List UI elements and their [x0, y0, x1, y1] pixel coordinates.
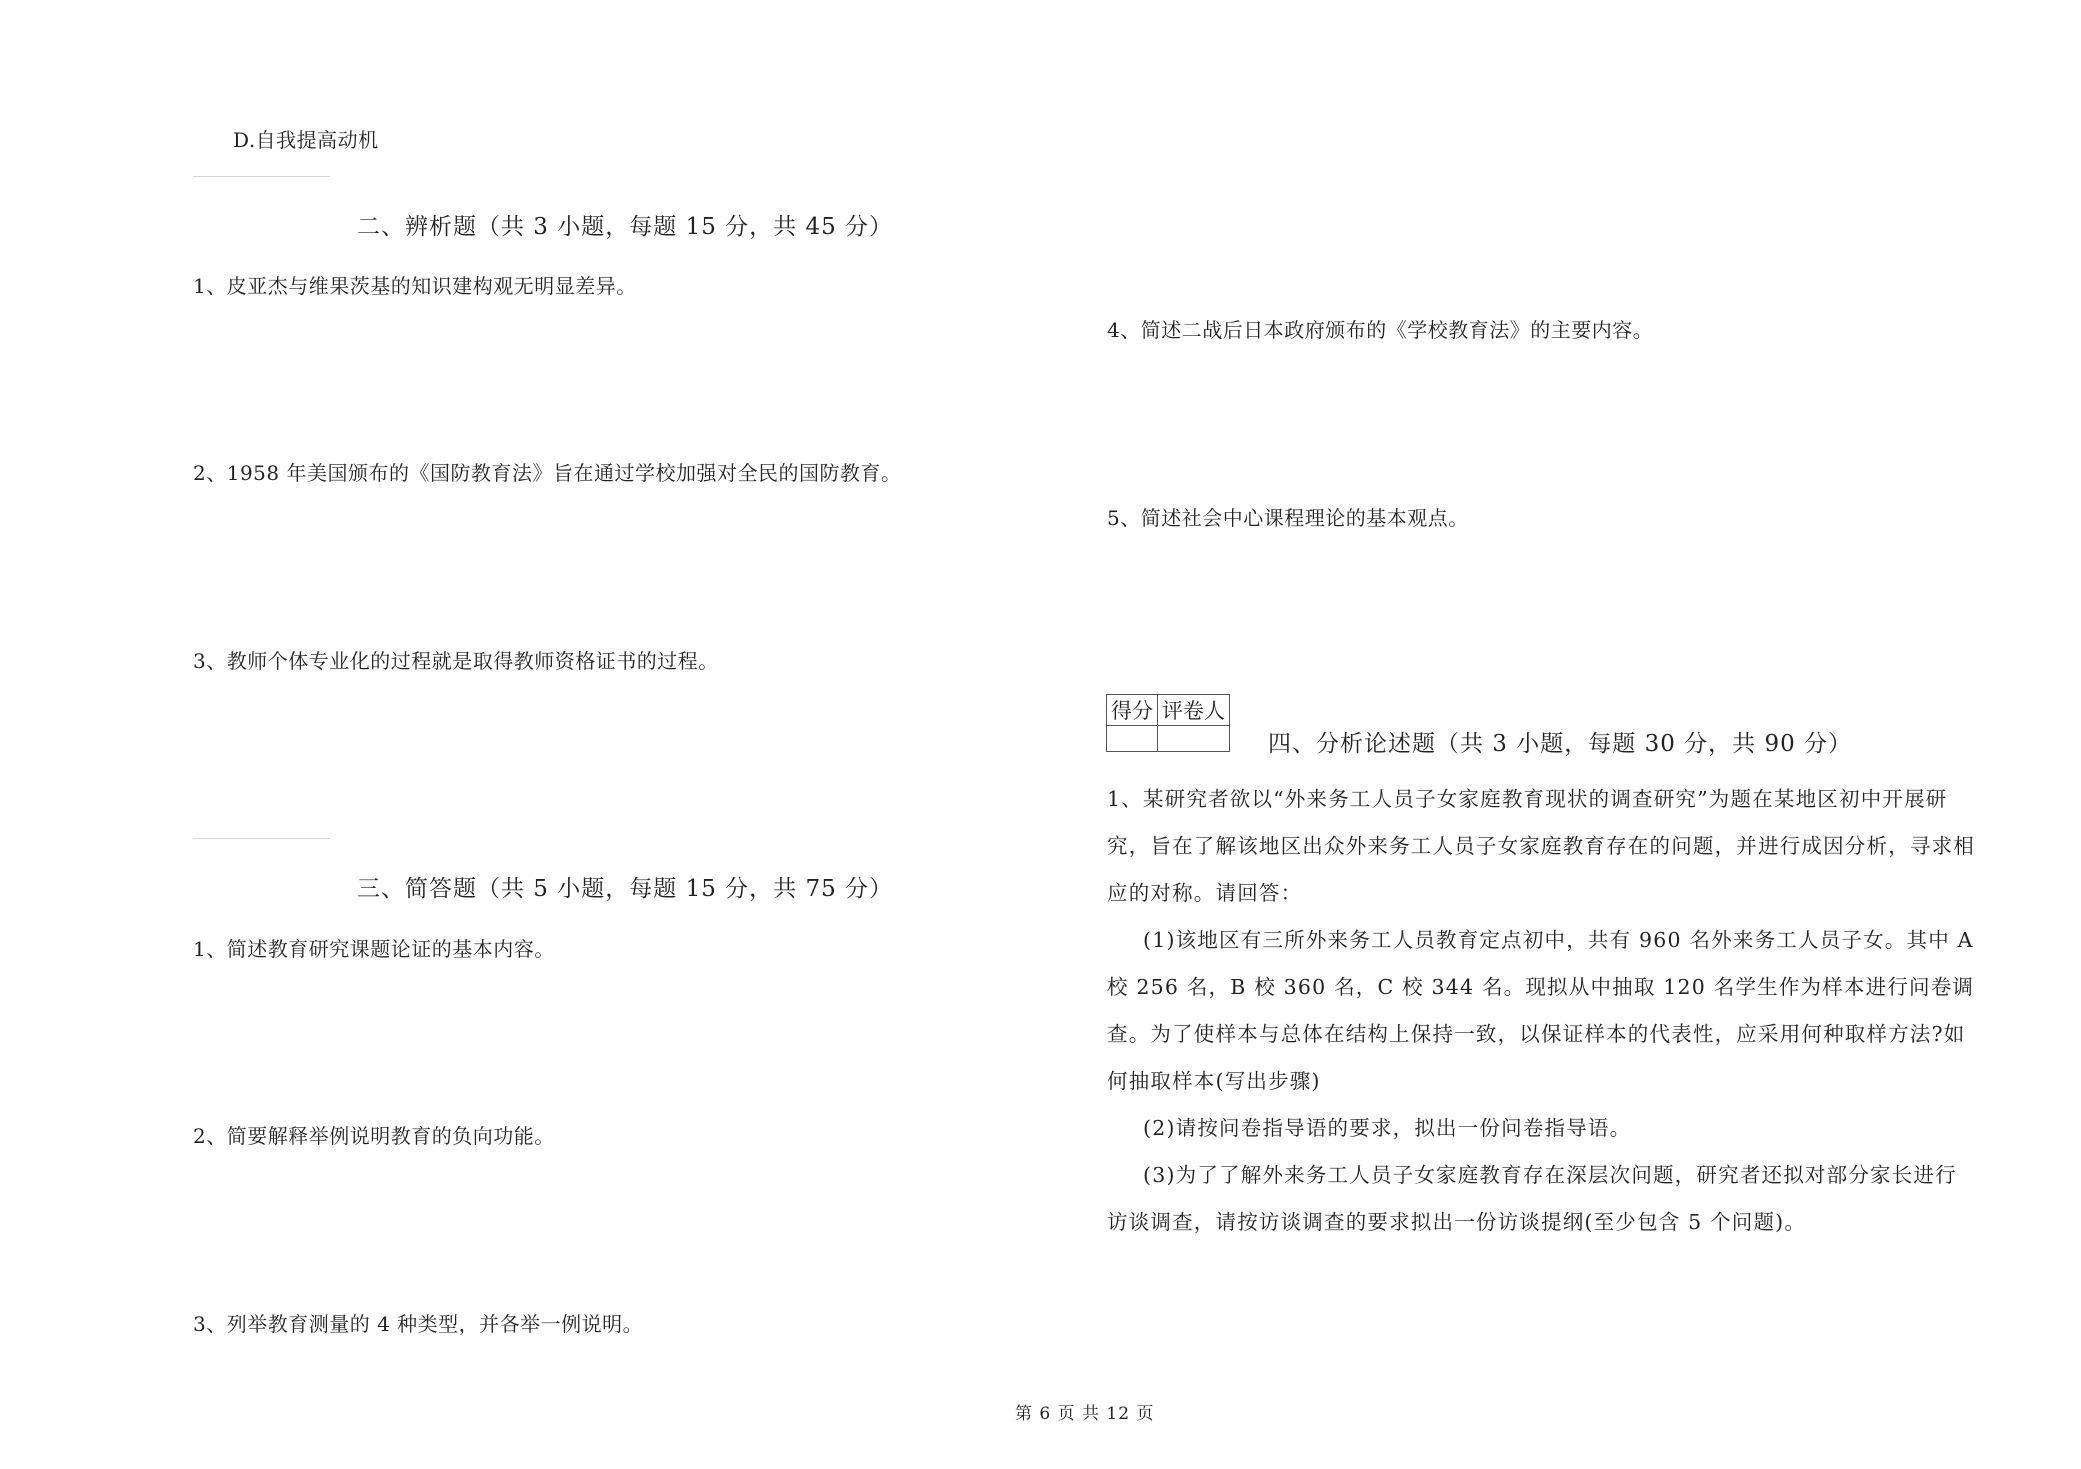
section-divider: [193, 176, 330, 177]
section2-question-2: 2、1958 年美国颁布的《国防教育法》旨在通过学校加强对全民的国防教育。: [193, 461, 902, 485]
section3-question-2: 2、简要解释举例说明教育的负向功能。: [193, 1124, 555, 1148]
score-cell: [1107, 726, 1158, 752]
grader-label: 评卷人: [1158, 695, 1230, 726]
grader-cell: [1158, 726, 1230, 752]
section2-question-1: 1、皮亚杰与维果茨基的知识建构观无明显差异。: [193, 274, 637, 298]
section3-question-3: 3、列举教育测量的 4 种类型，并各举一例说明。: [193, 1312, 644, 1336]
section4-question-1: [1107, 776, 1975, 1246]
sub-question-3: (3)为了了解外来务工人员子女家庭教育存在深层次问题，研究者还拟对部分家长进行访谈调查，请按访谈调查的要求拟出一份访谈提纲(至少包含 5 个问题)。: [1107, 1163, 1957, 1234]
score-label: 得分: [1107, 695, 1158, 726]
section2-question-3: 3、教师个体专业化的过程就是取得教师资格证书的过程。: [193, 649, 719, 673]
section3-question-5: 5、简述社会中心课程理论的基本观点。: [1107, 506, 1469, 530]
section-divider: [193, 838, 330, 839]
score-table: [1106, 694, 1230, 752]
page-footer: 第 6 页 共 12 页: [1015, 1404, 1155, 1424]
section3-title: 三、简答题（共 5 小题，每题 15 分，共 75 分）: [357, 876, 894, 902]
section2-title: 二、辨析题（共 3 小题，每题 15 分，共 45 分）: [357, 214, 894, 240]
sub-question-2: (2)请按问卷指导语的要求，拟出一份问卷指导语。: [1143, 1116, 1632, 1140]
previous-option-d: D.自我提高动机: [233, 128, 379, 152]
section4-title: 四、分析论述题（共 3 小题，每题 30 分，共 90 分）: [1268, 731, 1853, 757]
section3-question-1: 1、简述教育研究课题论证的基本内容。: [193, 937, 555, 961]
sub-question-1: (1)该地区有三所外来务工人员教育定点初中，共有 960 名外来务工人员子女。其中 A 校 256 名，B 校 360 名，C 校 344 名。现拟从中抽取 120 名学生作为样本进行问卷调查。为了使样本与总体在结构上保持一致，以保证样本的代表性，应采用何种取样方法?如何抽取样本(写出步骤): [1107, 928, 1975, 1093]
section3-question-4: 4、简述二战后日本政府颁布的《学校教育法》的主要内容。: [1107, 318, 1654, 342]
question-stem: 1、某研究者欲以“外来务工人员子女家庭教育现状的调查研究”为题在某地区初中开展研究，旨在了解该地区出众外来务工人员子女家庭教育存在的问题，并进行成因分析，寻求相应的对称。请回答：: [1107, 787, 1975, 905]
